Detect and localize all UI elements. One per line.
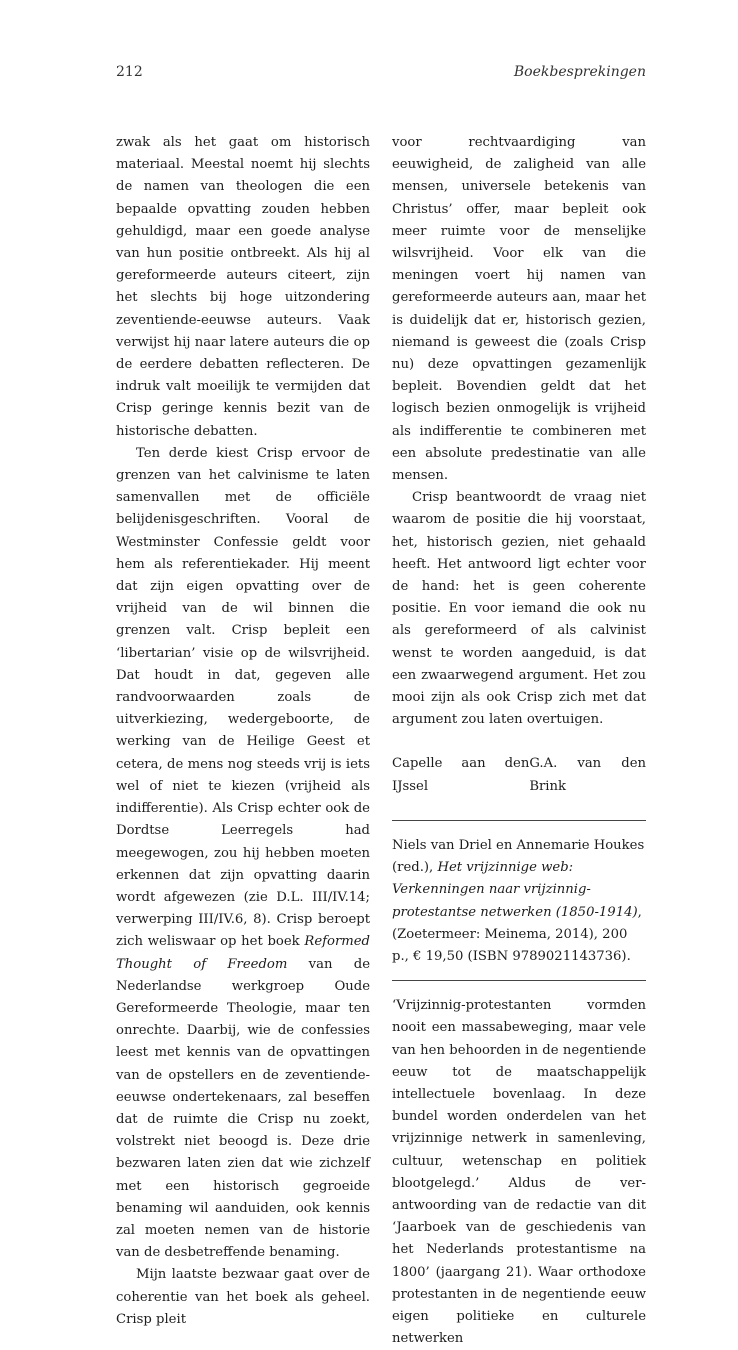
bib-authors: Niels van Driel en Annemarie Houkes (red.), <box>392 837 645 876</box>
paragraph: Mijn laatste bezwaar gaat over de coherentie van het boek als geheel. Crisp pleit <box>116 1267 370 1327</box>
paragraph: zwak als het gaat om historisch materiaal. Meestal noemt hij slechts de namen van theologen die een bepaalde opvatting zouden hebben gehuldigd, maar een goede analyse van hun positie ontbreekt. Als hij al gereformeerde auteurs citeert, zijn het slechts bij hoge uitzondering zeventiende-eeuwse auteurs. Vaak verwijst hij naar latere auteurs die op de eerdere debatten reflecteren. De indruk valt moeilijk te vermijden dat Crisp geringe kennis bezit van de historische debatten. <box>116 135 370 439</box>
paragraph: voor rechtvaardiging van eeuwigheid, de zaligheid van alle mensen, universele betekenis van Christus’ offer, maar bepleit ook meer ruimte voor de menselijke wilsvrijheid. Voor elk van die meningen voert hij namen van gereformeerde auteurs aan, maar het is duidelijk dat er, historisch gezien, niemand is geweest die (zoals Crisp nu) deze opvattingen gezamenlijk bepleit. Bovendien geldt dat het logisch bezien onmogelijk is vrijheid als indifferentie te combineren met een absolute predestinatie van alle mensen. <box>392 135 646 484</box>
paragraph-text: Ten derde kiest Crisp ervoor de grenzen van het calvinisme te laten samenvallen met de officiële belijdenisgeschriften. Vooral de Westminster Confessie geldt voor hem als referentiekader. Hij meent dat zijn eigen opvatting over de vrijheid van de wil binnen die grenzen valt. Crisp bepleit een ‘libertarian’ visie op de wilsvrijheid. Dat houdt in dat, gegeven alle randvoorwaarden zoals de uitverkiezing, wedergeboorte, de werking van de Heilige Geest et cetera, de mens nog steeds vrij is iets wel of niet te kiezen (vrijheid als indifferentie). Als Crisp echter ook de Dordtse Leerregels had meegewogen, zou hij hebben moeten erkennen dat zijn opvatting daarin wordt afgewezen (zie D.L. III/IV.14; verwerping III/IV.6, 8). Crisp beroept zich weliswaar op het boek <box>116 445 370 950</box>
paragraph <box>116 443 370 1265</box>
left-column <box>116 132 370 1331</box>
bib-details: , (Zoetermeer: Meinema, 2014), 200 p., € 19,50 (ISBN 9789021143736). <box>392 904 642 964</box>
bib-title: Het vrijzinnige web: Verkenningen naar vrijzinnig-protestantse netwerken (1850-1914) <box>392 860 638 920</box>
paragraph: ‘Vrijzinnig-protestanten vormden nooit een massabeweging, maar vele van hen behoorden in de negentiende eeuw tot de maatschappelijk intellectuele bovenlaag. In deze bundel worden onderdelen van het vrijzinnige netwerk in samenleving, cultuur, wetenschap en politiek blootgelegd.’ Aldus de verantwoording van de redactie van dit ‘Jaarboek van de geschiedenis van het Nederlands protestantisme na 1800’ (jaargang 21). Waar orthodoxe protestanten in de negentiende eeuw eigen politieke en culturele netwerken <box>392 998 646 1347</box>
signature-place: Capelle aan den IJssel <box>392 756 530 794</box>
review-signature <box>392 753 646 797</box>
page-number: 212 <box>116 64 143 80</box>
divider <box>392 980 646 981</box>
signature-name: G.A. van den Brink <box>529 756 646 794</box>
right-column <box>392 132 646 1350</box>
book-title: Reformed Thought of Freedom <box>116 934 370 972</box>
divider <box>392 820 646 821</box>
page-header <box>116 64 646 80</box>
paragraph-text: van de Nederlandse werkgroep Oude Gereformeerde Theologie, maar ten onrechte. Daarbij, wie de confessies leest met kennis van de opvattingen van de opstellers en de zeventiende-eeuwse ondertekenaars, zal beseffen dat de ruimte die Crisp nu zoekt, volstrekt niet beoogd is. Deze drie bezwaren laten zien dat wie zichzelf met een historisch gegroeide benaming wil aanduiden, ook kennis zal moeten nemen van de historie van de desbetreffende benaming. <box>116 956 370 1261</box>
bibliographic-entry <box>392 835 646 968</box>
running-head: Boekbesprekingen <box>513 64 646 80</box>
paragraph: Crisp beantwoordt de vraag niet waarom de positie die hij voorstaat, het, historisch gezien, niet gehaald heeft. Het antwoord ligt echter voor de hand: het is geen coherente positie. En voor iemand die ook nu als gereformeerd of als calvinist wenst te worden aangeduid, is dat een zwaarwegend argument. Het zou mooi zijn als ook Crisp zich met dat argument zou laten overtuigen. <box>392 490 646 728</box>
